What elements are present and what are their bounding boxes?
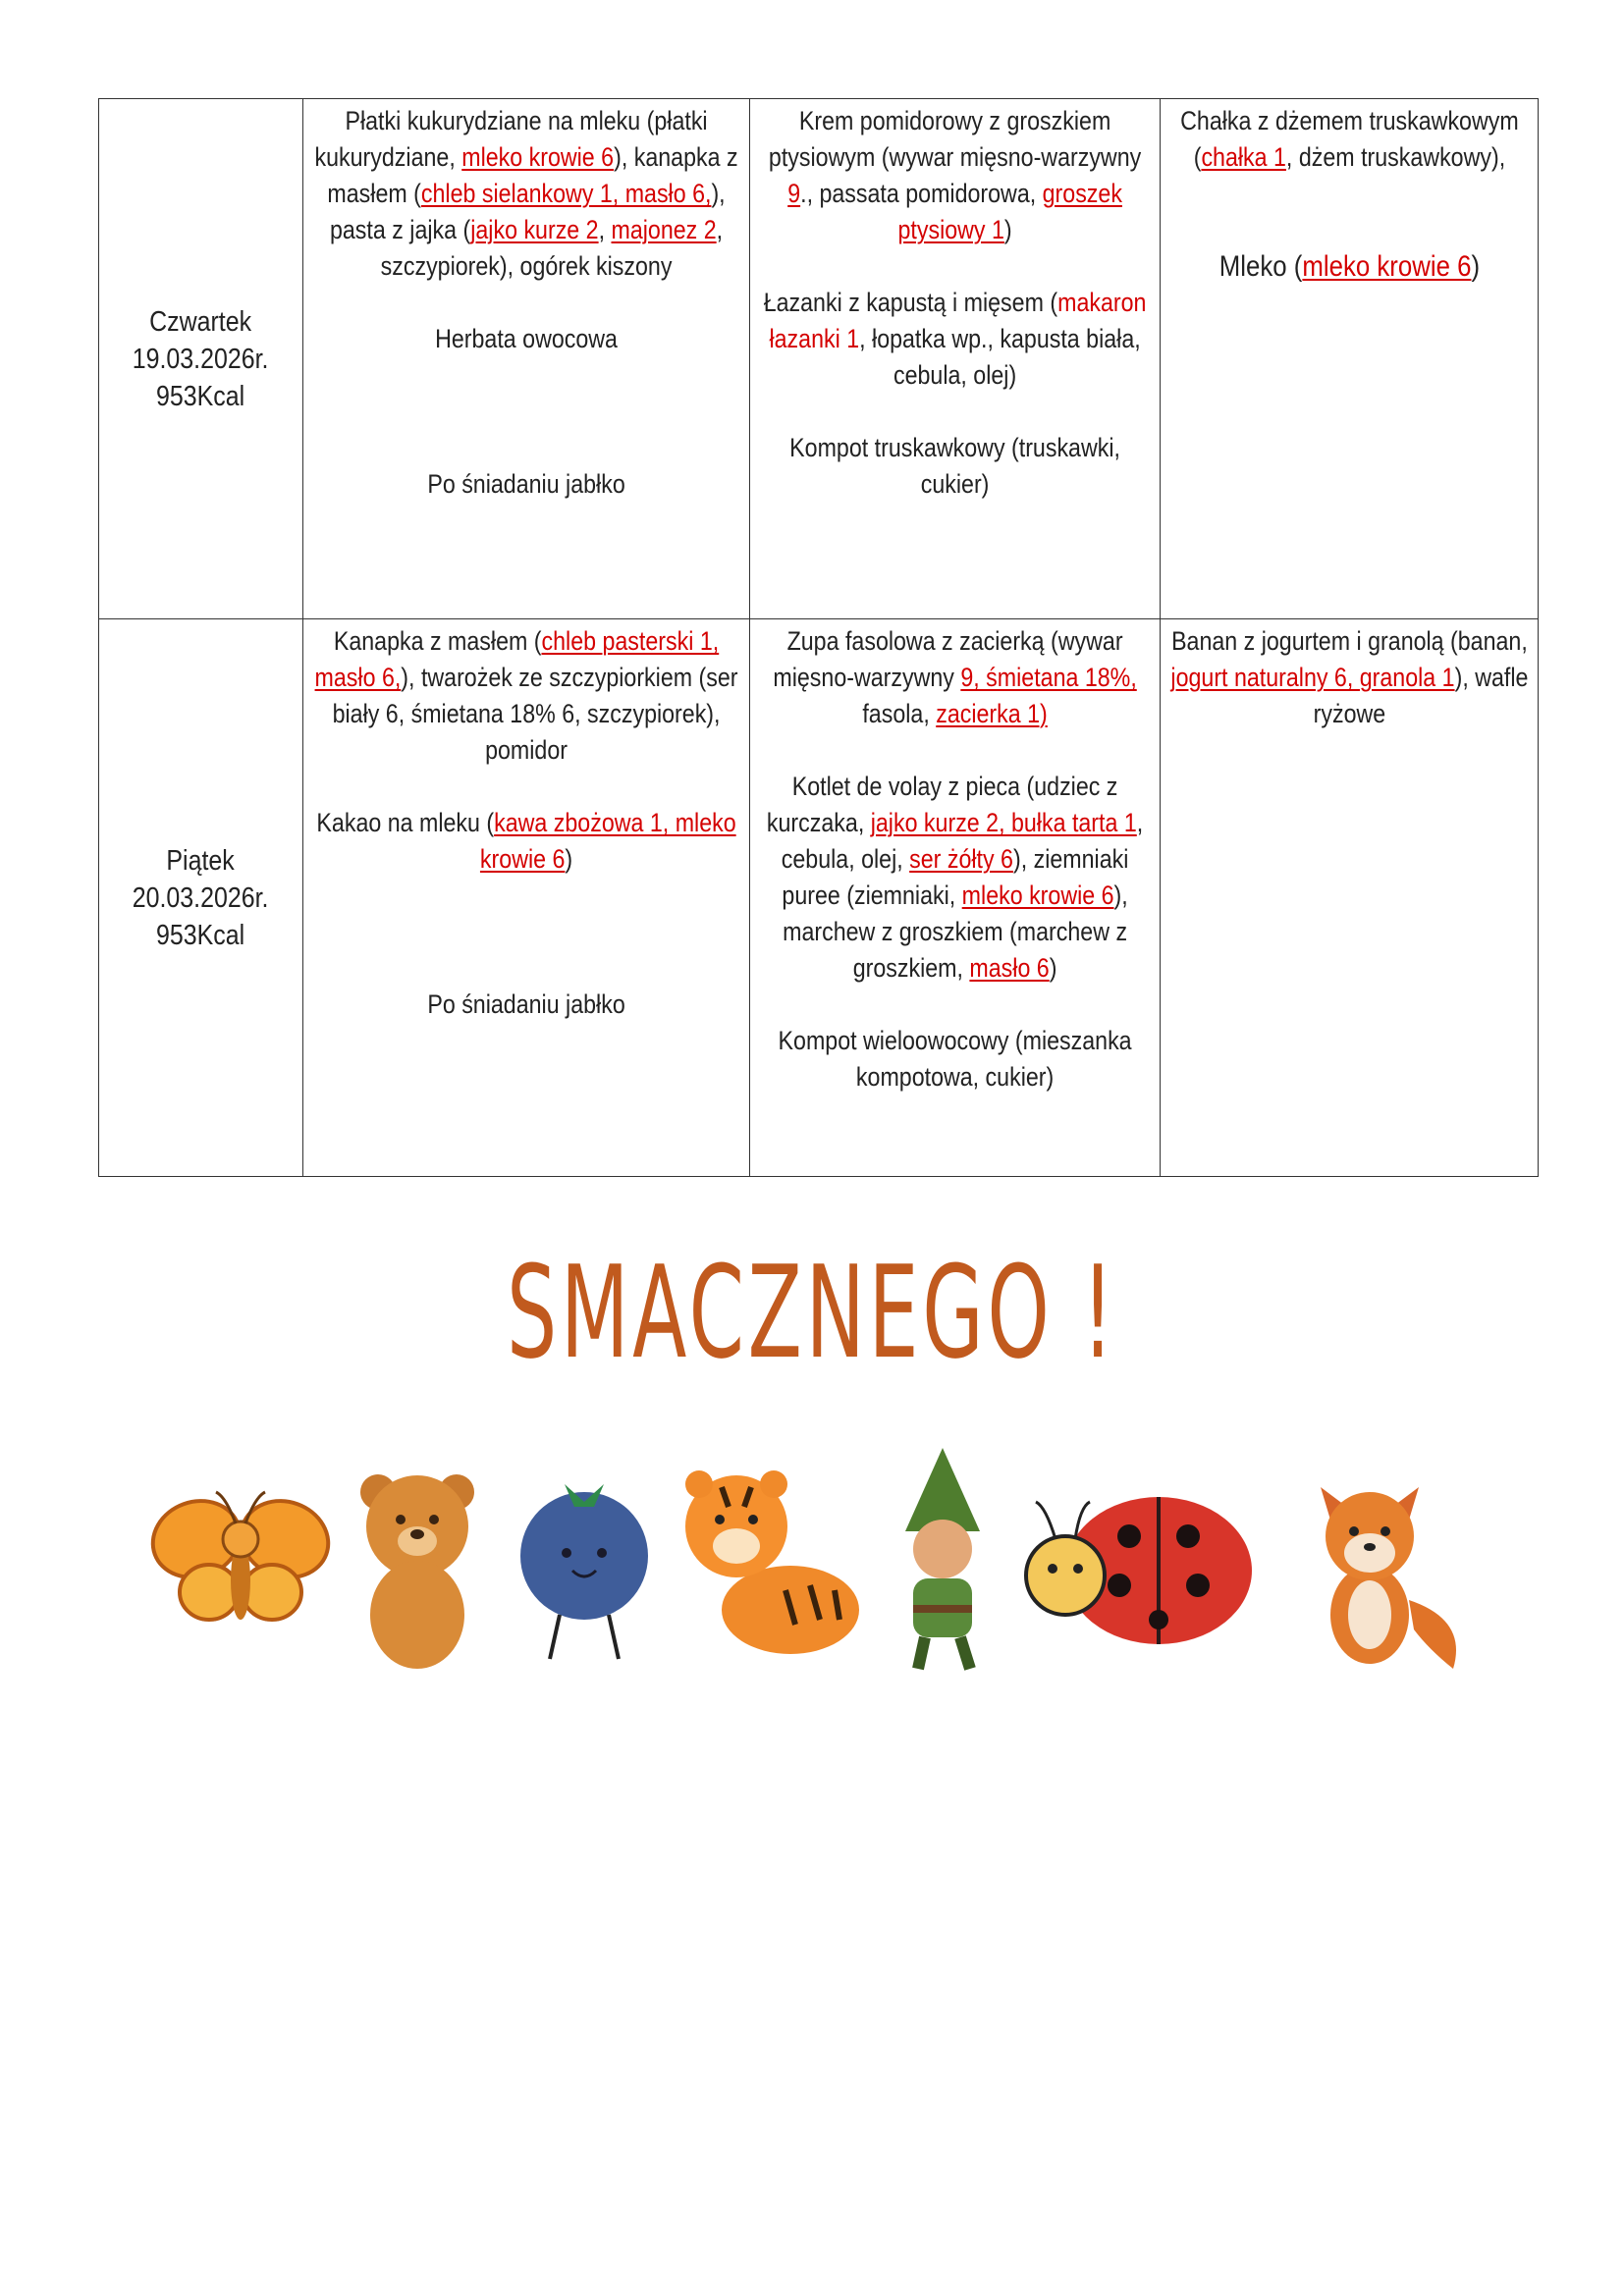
menu-row-thursday [99,99,1539,619]
lunch-compote: Kompot truskawkowy (truskawki, cukier) [789,433,1120,499]
allergen: jajko kurze 2, bułka tarta 1 [870,808,1137,837]
allergen: mleko krowie 6 [961,881,1114,910]
animal-illustrations [147,1443,1473,1679]
menu-row-friday [99,619,1539,1177]
snack-milk: Mleko (mleko krowie 6) [1218,250,1480,283]
allergen: mleko krowie 6 [461,142,615,172]
lunch-main: Kotlet de volay z pieca (udziec z kurczaka, jajko kurze 2, bułka tarta 1, cebula, olej, ser żółty 6), ziemniaki puree (ziemniaki, mleko krowie 6), marchew z groszkiem (marchew z groszkiem, masło 6) [766,772,1144,983]
lunch-soup: Zupa fasolowa z zacierką (wywar mięsno-warzywny 9, śmietana 18%, fasola, zacierka 1) [773,626,1137,728]
breakfast-description: Płatki kukurydziane na mleku (płatki kukurydziane, mleko krowie 6), kanapka z masłem (chleb sielankowy 1, masło 6,), pasta z jajka (jajko kurze 2, majonez 2, szczypiorek), ogórek kiszony [314,106,738,281]
snack-description: Chałka z dżemem truskawkowym (chałka 1, dżem truskawkowy), [1179,106,1519,172]
day-date: 20.03.2026r. [133,881,269,914]
allergen: ser żółty 6 [909,844,1013,874]
breakfast-drink: Herbata owocowa [435,324,618,353]
allergen: chałka 1 [1201,142,1286,172]
lunch-compote: Kompot wieloowocowy (mieszanka kompotowa, cukier) [778,1026,1132,1092]
tiger-icon [685,1470,859,1654]
lunch-main: Łazanki z kapustą i mięsem (makaron łazanki 1, łopatka wp., kapusta biała, cebula, olej) [763,288,1147,390]
after-breakfast: Po śniadaniu jabłko [427,469,625,499]
allergen: mleko krowie 6 [1301,250,1472,283]
allergen: chleb sielankowy 1, masło 6, [420,179,712,208]
allergen: majonez 2 [611,215,717,244]
day-cell-thursday [99,99,303,619]
breakfast-cell-friday [303,619,750,1177]
fox-icon [1321,1487,1456,1669]
lunch-cell-thursday [750,99,1161,619]
allergen: jogurt naturalny 6, granola 1 [1169,663,1455,692]
smacznego-title: SMACZNEGO ! [507,1238,1117,1387]
allergen: 9 [787,179,801,208]
breakfast-description: Kanapka z masłem (chleb pasterski 1, masło 6,), twarożek ze szczypiorkiem (ser biały 6, śmietana 18% 6, szczypiorek), pomidor [314,626,738,765]
ladybug-icon [1026,1497,1252,1644]
day-date: 19.03.2026r. [133,343,269,375]
allergen: 9, śmietana 18%, [960,663,1137,692]
allergen: kawa zbożowa 1, mleko krowie 6 [479,808,736,874]
allergen: makaron łazanki 1 [769,288,1147,353]
day-name: Piątek [166,844,236,877]
day-cell-friday [99,619,303,1177]
allergen: groszek ptysiowy 1 [897,179,1122,244]
lunch-soup: Krem pomidorowy z groszkiem ptysiowym (wywar mięsno-warzywny 9., passata pomidorowa, groszek ptysiowy 1) [768,106,1142,244]
snack-cell-friday [1161,619,1539,1177]
allergen: masło 6 [969,953,1050,983]
butterfly-icon [147,1489,339,1620]
breakfast-cell-thursday [303,99,750,619]
day-kcal: 953Kcal [156,380,245,412]
gnome-icon [905,1448,980,1669]
teddy-bear-icon [360,1474,474,1669]
day-name: Czwartek [149,305,252,338]
day-kcal: 953Kcal [156,919,245,951]
breakfast-drink: Kakao na mleku (kawa zbożowa 1, mleko krowie 6) [316,808,736,874]
snack-cell-thursday [1161,99,1539,619]
snack-description: Banan z jogurtem i granolą (banan, jogurt naturalny 6, granola 1), wafle ryżowe [1169,626,1528,728]
after-breakfast: Po śniadaniu jabłko [427,989,625,1019]
allergen: jajko kurze 2 [470,215,599,244]
allergen: chleb pasterski 1, masło 6, [314,626,720,692]
lunch-cell-friday [750,619,1161,1177]
menu-table [98,98,1539,1177]
blueberry-icon [520,1484,648,1659]
allergen: zacierka 1) [936,699,1048,728]
